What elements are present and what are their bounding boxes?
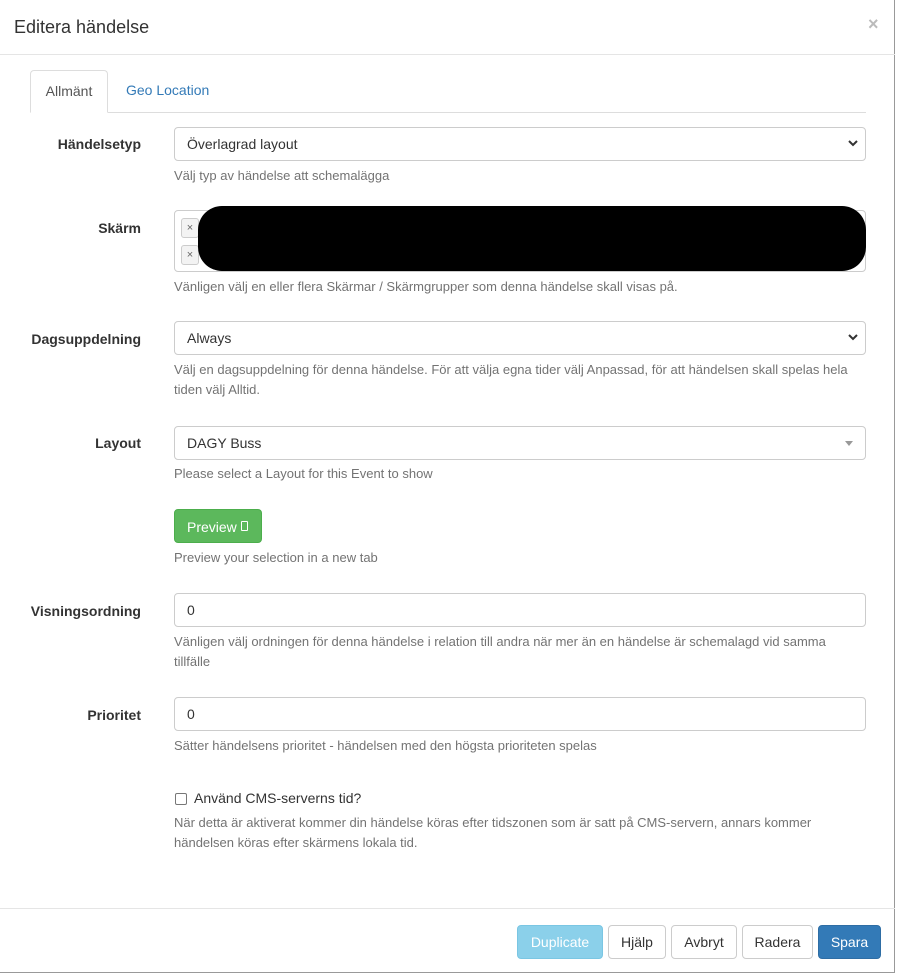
layout-value: DAGY Buss bbox=[187, 435, 262, 451]
display-label: Skärm bbox=[98, 220, 141, 236]
chevron-down-icon bbox=[847, 331, 859, 343]
display-order-label: Visningsordning bbox=[30, 603, 141, 619]
layout-select[interactable] bbox=[174, 426, 866, 460]
preview-button-label: Preview bbox=[187, 519, 237, 535]
layout-help: Please select a Layout for this Event to show bbox=[174, 466, 433, 481]
delete-button[interactable]: Radera bbox=[742, 925, 813, 959]
display-help: Vänligen välj en eller flera Skärmar / Skärmgrupper som denna händelse skall visas på. bbox=[174, 279, 678, 294]
tab-bar bbox=[30, 70, 866, 113]
redacted-area bbox=[198, 206, 866, 271]
event-type-value: Överlagrad layout bbox=[187, 136, 298, 152]
preview-button[interactable] bbox=[174, 509, 262, 543]
display-order-value: 0 bbox=[187, 602, 195, 618]
tab-general[interactable]: Allmänt bbox=[30, 70, 108, 113]
caret-down-icon bbox=[845, 441, 853, 446]
cms-time-help: När detta är aktiverat kommer din händelse köras efter tidszonen som är satt på CMS-servern, annars kommer händelsen köras efter skärmens lokala tid. bbox=[174, 815, 812, 850]
modal-title: Editera händelse bbox=[14, 17, 150, 37]
modal-header bbox=[0, 0, 895, 55]
duplicate-button[interactable]: Duplicate bbox=[517, 925, 603, 959]
cms-time-label[interactable]: Använd CMS-serverns tid? bbox=[194, 790, 362, 806]
remove-tag-icon[interactable]: × bbox=[181, 245, 199, 265]
mobile-icon bbox=[241, 521, 248, 531]
layout-label: Layout bbox=[95, 435, 141, 451]
preview-help: Preview your selection in a new tab bbox=[174, 550, 378, 565]
chevron-down-icon bbox=[847, 137, 859, 149]
modal-footer bbox=[0, 908, 895, 974]
remove-tag-icon[interactable]: × bbox=[181, 218, 199, 238]
display-order-help: Vänligen välj ordningen för denna händelse i relation till andra när mer än en händelse är schemalagd vid samma tillfälle bbox=[174, 634, 826, 669]
priority-input[interactable] bbox=[174, 697, 866, 731]
help-button[interactable]: Hjälp bbox=[608, 925, 666, 959]
dayparting-label: Dagsuppdelning bbox=[31, 331, 141, 347]
event-type-select[interactable] bbox=[174, 127, 866, 161]
priority-help: Sätter händelsens prioritet - händelsen med den högsta prioriteten spelas bbox=[174, 738, 597, 753]
dayparting-help: Välj en dagsuppdelning för denna händelse. För att välja egna tider välj Anpassad, för att händelsen skall spelas hela tiden välj Alltid. bbox=[174, 362, 848, 397]
event-type-label: Händelsetyp bbox=[57, 136, 141, 152]
dayparting-value: Always bbox=[187, 330, 232, 346]
cancel-button[interactable]: Avbryt bbox=[671, 925, 737, 959]
dayparting-select[interactable] bbox=[174, 321, 866, 355]
tab-geo-location[interactable]: Geo Location bbox=[126, 82, 210, 98]
save-button[interactable]: Spara bbox=[818, 925, 881, 959]
event-type-help: Välj typ av händelse att schemalägga bbox=[174, 168, 390, 183]
priority-label: Prioritet bbox=[87, 707, 141, 723]
priority-value: 0 bbox=[187, 706, 195, 722]
display-order-input[interactable] bbox=[174, 593, 866, 627]
cms-time-checkbox[interactable] bbox=[175, 793, 187, 805]
close-icon[interactable]: × bbox=[868, 14, 879, 34]
